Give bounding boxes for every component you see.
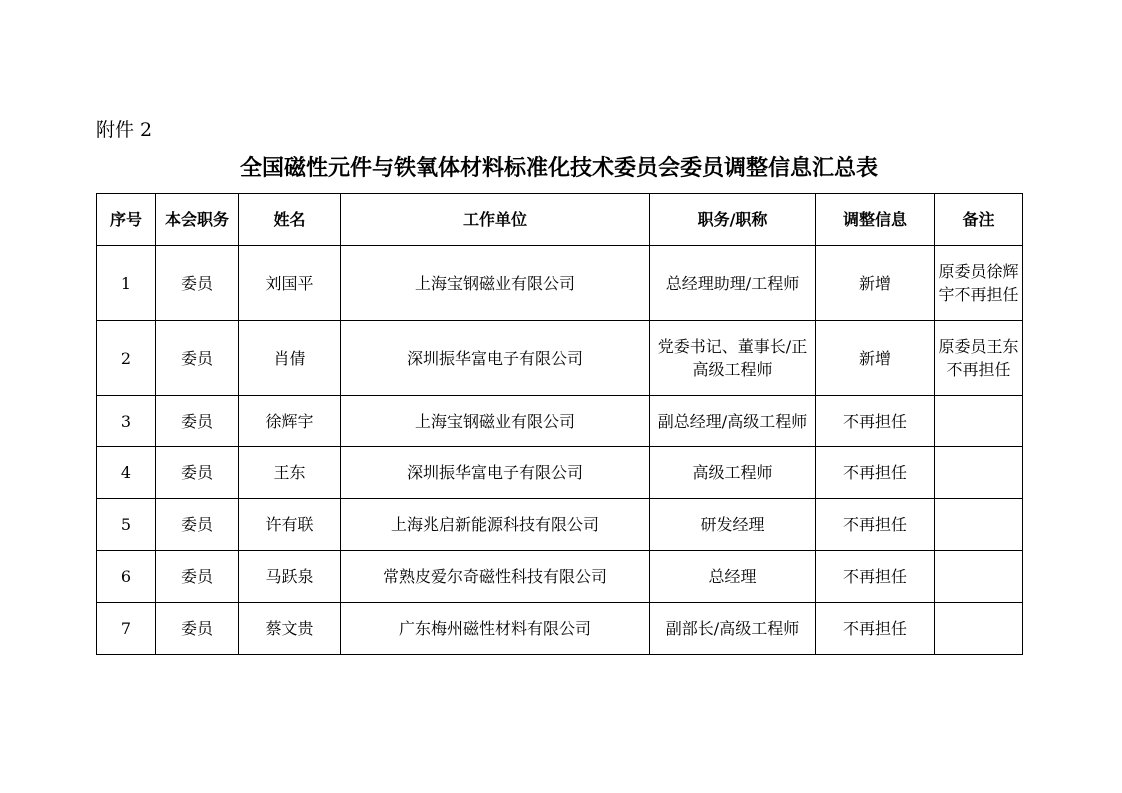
cell-name: 蔡文贵 [239, 603, 341, 655]
table-row [97, 447, 1023, 499]
cell-position-title: 副部长/高级工程师 [650, 603, 816, 655]
table-row [97, 396, 1023, 447]
cell-organization: 上海宝钢磁业有限公司 [341, 396, 650, 447]
cell-name: 肖倩 [239, 321, 341, 396]
header-position-title: 职务/职称 [650, 194, 816, 246]
cell-position-title: 研发经理 [650, 499, 816, 551]
table-header-row [97, 194, 1023, 246]
cell-position-title: 副总经理/高级工程师 [650, 396, 816, 447]
header-organization: 工作单位 [341, 194, 650, 246]
cell-change-info: 不再担任 [816, 396, 935, 447]
header-role: 本会职务 [156, 194, 239, 246]
table-row [97, 603, 1023, 655]
cell-change-info: 新增 [816, 246, 935, 321]
cell-organization: 上海宝钢磁业有限公司 [341, 246, 650, 321]
cell-role: 委员 [156, 603, 239, 655]
cell-organization: 广东梅州磁性材料有限公司 [341, 603, 650, 655]
cell-name: 王东 [239, 447, 341, 499]
cell-role: 委员 [156, 551, 239, 603]
cell-no: 4 [97, 447, 156, 499]
cell-position-title: 总经理助理/工程师 [650, 246, 816, 321]
cell-organization: 深圳振华富电子有限公司 [341, 321, 650, 396]
cell-name: 刘国平 [239, 246, 341, 321]
cell-change-info: 不再担任 [816, 603, 935, 655]
table-row [97, 246, 1023, 321]
cell-change-info: 不再担任 [816, 499, 935, 551]
cell-position-title: 高级工程师 [650, 447, 816, 499]
header-name: 姓名 [239, 194, 341, 246]
cell-organization: 深圳振华富电子有限公司 [341, 447, 650, 499]
header-change-info: 调整信息 [816, 194, 935, 246]
cell-position-title: 党委书记、董事长/正高级工程师 [650, 321, 816, 396]
table-row [97, 499, 1023, 551]
cell-role: 委员 [156, 321, 239, 396]
cell-no: 3 [97, 396, 156, 447]
cell-organization: 上海兆启新能源科技有限公司 [341, 499, 650, 551]
cell-no: 5 [97, 499, 156, 551]
cell-organization: 常熟皮爱尔奇磁性科技有限公司 [341, 551, 650, 603]
cell-name: 马跃泉 [239, 551, 341, 603]
committee-roster-table [96, 193, 1023, 655]
cell-remarks [935, 551, 1023, 603]
cell-position-title: 总经理 [650, 551, 816, 603]
cell-no: 7 [97, 603, 156, 655]
cell-no: 1 [97, 246, 156, 321]
table-row [97, 551, 1023, 603]
cell-role: 委员 [156, 396, 239, 447]
cell-remarks [935, 396, 1023, 447]
cell-remarks [935, 499, 1023, 551]
header-no: 序号 [97, 194, 156, 246]
cell-remarks [935, 447, 1023, 499]
table-row [97, 321, 1023, 396]
cell-remarks: 原委员王东不再担任 [935, 321, 1023, 396]
cell-no: 2 [97, 321, 156, 396]
cell-change-info: 不再担任 [816, 551, 935, 603]
cell-role: 委员 [156, 246, 239, 321]
cell-role: 委员 [156, 447, 239, 499]
cell-role: 委员 [156, 499, 239, 551]
document-title: 全国磁性元件与铁氧体材料标准化技术委员会委员调整信息汇总表 [239, 156, 878, 181]
header-remarks: 备注 [935, 194, 1023, 246]
cell-name: 徐辉宇 [239, 396, 341, 447]
attachment-label: 附件 2 [96, 119, 153, 141]
cell-remarks [935, 603, 1023, 655]
cell-name: 许有联 [239, 499, 341, 551]
cell-change-info: 新增 [816, 321, 935, 396]
cell-change-info: 不再担任 [816, 447, 935, 499]
cell-no: 6 [97, 551, 156, 603]
cell-remarks: 原委员徐辉宇不再担任 [935, 246, 1023, 321]
